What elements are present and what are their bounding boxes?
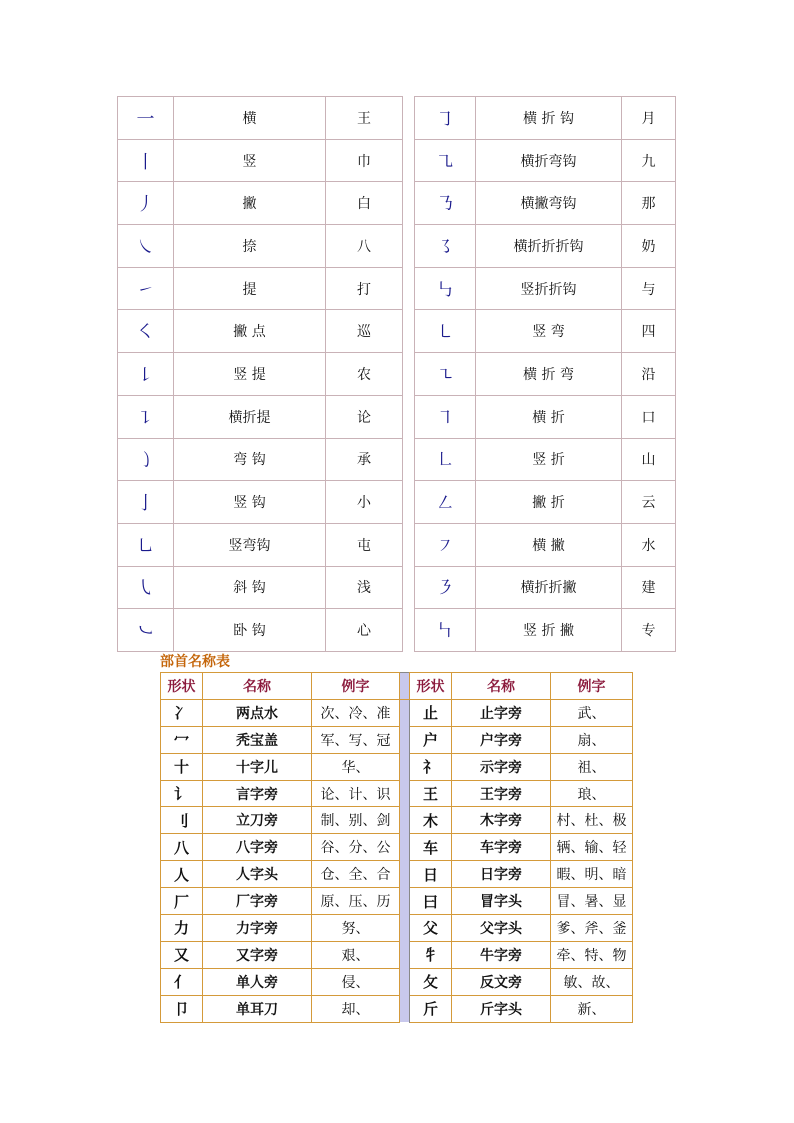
column-gap — [403, 438, 415, 481]
stroke-example: 沿 — [622, 353, 676, 396]
stroke-example: 水 — [622, 523, 676, 566]
stroke-example: 九 — [622, 139, 676, 182]
stroke-example: 心 — [326, 609, 403, 652]
stroke-example: 承 — [326, 438, 403, 481]
stroke-name: 横 折 钩 — [476, 97, 622, 140]
radical-name: 示字旁 — [452, 753, 551, 780]
radical-shape: 止 — [410, 699, 452, 726]
radical-example: 琅、 — [551, 780, 633, 807]
stroke-example: 屯 — [326, 523, 403, 566]
radical-shape: 日 — [410, 861, 452, 888]
radical-row — [161, 968, 633, 995]
radical-example: 华、 — [312, 753, 400, 780]
stroke-name: 横折弯钩 — [476, 139, 622, 182]
column-separator — [400, 995, 410, 1022]
stroke-name: 撇 点 — [174, 310, 326, 353]
stroke-shape: ㇞ — [415, 609, 476, 652]
stroke-shape: ㇍ — [415, 353, 476, 396]
radical-name: 十字儿 — [203, 753, 312, 780]
stroke-row — [118, 139, 676, 182]
stroke-name: 斜 钩 — [174, 566, 326, 609]
column-gap — [403, 566, 415, 609]
radical-row — [161, 915, 633, 942]
stroke-row — [118, 523, 676, 566]
column-gap — [403, 97, 415, 140]
stroke-shape: ㇇ — [415, 523, 476, 566]
radical-row — [161, 780, 633, 807]
radical-shape: 牜 — [410, 941, 452, 968]
stroke-shape: ㇕ — [415, 395, 476, 438]
header-example: 例字 — [551, 673, 633, 700]
stroke-shape: ㇃ — [118, 609, 174, 652]
stroke-name: 竖 提 — [174, 353, 326, 396]
stroke-example: 云 — [622, 481, 676, 524]
radical-shape: 厂 — [161, 888, 203, 915]
stroke-name: 竖 弯 — [476, 310, 622, 353]
stroke-shape: 亅 — [118, 481, 174, 524]
stroke-name: 捺 — [174, 225, 326, 268]
stroke-name: 横折提 — [174, 395, 326, 438]
column-gap — [403, 395, 415, 438]
stroke-shape: ㇡ — [415, 182, 476, 225]
radical-row — [161, 941, 633, 968]
stroke-shape: ㇁ — [118, 438, 174, 481]
stroke-shape: 一 — [118, 97, 174, 140]
column-gap — [403, 139, 415, 182]
column-separator — [400, 673, 410, 700]
stroke-row — [118, 310, 676, 353]
stroke-name: 横 折 弯 — [476, 353, 622, 396]
radical-row — [161, 726, 633, 753]
column-separator — [400, 861, 410, 888]
stroke-shape: ㇆ — [415, 97, 476, 140]
radical-name: 冒字头 — [452, 888, 551, 915]
radical-shape: 曰 — [410, 888, 452, 915]
stroke-example: 那 — [622, 182, 676, 225]
header-name: 名称 — [203, 673, 312, 700]
radicals-title: 部首名称表 — [160, 654, 230, 670]
radical-shape: 亻 — [161, 968, 203, 995]
radical-example: 努、 — [312, 915, 400, 942]
header-shape: 形状 — [410, 673, 452, 700]
stroke-shape: ㇌ — [415, 225, 476, 268]
stroke-example: 山 — [622, 438, 676, 481]
radical-example: 侵、 — [312, 968, 400, 995]
radical-name: 户字旁 — [452, 726, 551, 753]
radical-row — [161, 834, 633, 861]
radical-example: 冒、暑、显 — [551, 888, 633, 915]
stroke-shape: ㇈ — [415, 139, 476, 182]
stroke-name: 卧 钩 — [174, 609, 326, 652]
radical-example: 仓、全、合 — [312, 861, 400, 888]
radical-name: 言字旁 — [203, 780, 312, 807]
stroke-shape: 丨 — [118, 139, 174, 182]
radical-name: 人字头 — [203, 861, 312, 888]
radical-shape: 人 — [161, 861, 203, 888]
stroke-example: 八 — [326, 225, 403, 268]
radical-example: 扇、 — [551, 726, 633, 753]
stroke-example: 巡 — [326, 310, 403, 353]
radical-shape: 力 — [161, 915, 203, 942]
radical-shape: 冫 — [161, 699, 203, 726]
radicals-table — [160, 672, 633, 1023]
radical-name: 车字旁 — [452, 834, 551, 861]
stroke-shape: ㇊ — [118, 395, 174, 438]
radical-example: 暇、明、暗 — [551, 861, 633, 888]
radical-name: 日字旁 — [452, 861, 551, 888]
stroke-name: 横撇弯钩 — [476, 182, 622, 225]
stroke-shape: ㇉ — [415, 267, 476, 310]
stroke-name: 竖弯钩 — [174, 523, 326, 566]
radical-example: 新、 — [551, 995, 633, 1022]
radical-example: 次、冷、准 — [312, 699, 400, 726]
radical-name: 又字旁 — [203, 941, 312, 968]
radical-row — [161, 888, 633, 915]
header-shape: 形状 — [161, 673, 203, 700]
stroke-name: 提 — [174, 267, 326, 310]
radical-name: 止字旁 — [452, 699, 551, 726]
radical-example: 原、压、历 — [312, 888, 400, 915]
column-separator — [400, 807, 410, 834]
header-name: 名称 — [452, 673, 551, 700]
column-separator — [400, 915, 410, 942]
radical-example: 艰、 — [312, 941, 400, 968]
stroke-row — [118, 97, 676, 140]
stroke-name: 横折折折钩 — [476, 225, 622, 268]
radical-shape: 父 — [410, 915, 452, 942]
stroke-shape: 丿 — [118, 182, 174, 225]
stroke-example: 农 — [326, 353, 403, 396]
radical-row — [161, 753, 633, 780]
stroke-example: 四 — [622, 310, 676, 353]
radical-name: 立刀旁 — [203, 807, 312, 834]
column-separator — [400, 699, 410, 726]
radical-shape: 王 — [410, 780, 452, 807]
stroke-name: 撇 折 — [476, 481, 622, 524]
stroke-example: 月 — [622, 97, 676, 140]
stroke-shape: ㇄ — [415, 310, 476, 353]
radical-example: 论、计、识 — [312, 780, 400, 807]
radical-row — [161, 699, 633, 726]
stroke-shape: ㇜ — [415, 481, 476, 524]
radical-shape: 又 — [161, 941, 203, 968]
stroke-row — [118, 609, 676, 652]
radical-example: 牵、特、物 — [551, 941, 633, 968]
radical-example: 爹、斧、釜 — [551, 915, 633, 942]
radicals-header-row — [161, 673, 633, 700]
radical-example: 武、 — [551, 699, 633, 726]
stroke-shape: ㇂ — [118, 566, 174, 609]
column-separator — [400, 780, 410, 807]
radical-shape: 冖 — [161, 726, 203, 753]
radical-example: 辆、输、轻 — [551, 834, 633, 861]
stroke-shape: ㇙ — [118, 353, 174, 396]
radical-shape: 讠 — [161, 780, 203, 807]
radical-name: 单人旁 — [203, 968, 312, 995]
stroke-name: 横 — [174, 97, 326, 140]
column-separator — [400, 753, 410, 780]
radical-name: 牛字旁 — [452, 941, 551, 968]
stroke-example: 白 — [326, 182, 403, 225]
stroke-shape: ㇗ — [415, 438, 476, 481]
column-gap — [403, 481, 415, 524]
strokes-table-body — [118, 97, 676, 652]
stroke-name: 横折折撇 — [476, 566, 622, 609]
stroke-example: 建 — [622, 566, 676, 609]
radical-row — [161, 861, 633, 888]
stroke-example: 论 — [326, 395, 403, 438]
radical-row — [161, 995, 633, 1022]
radical-shape: 十 — [161, 753, 203, 780]
column-gap — [403, 609, 415, 652]
column-separator — [400, 834, 410, 861]
column-separator — [400, 726, 410, 753]
radical-example: 军、写、冠 — [312, 726, 400, 753]
radicals-table-body — [161, 699, 633, 1022]
radical-name: 八字旁 — [203, 834, 312, 861]
stroke-row — [118, 225, 676, 268]
column-separator — [400, 968, 410, 995]
column-gap — [403, 523, 415, 566]
stroke-name: 横 撇 — [476, 523, 622, 566]
radical-name: 父字头 — [452, 915, 551, 942]
column-gap — [403, 182, 415, 225]
radical-name: 厂字旁 — [203, 888, 312, 915]
stroke-example: 奶 — [622, 225, 676, 268]
radical-example: 祖、 — [551, 753, 633, 780]
radical-shape: 刂 — [161, 807, 203, 834]
stroke-shape: ㇀ — [118, 267, 174, 310]
radical-shape: 攵 — [410, 968, 452, 995]
stroke-name: 竖 钩 — [174, 481, 326, 524]
stroke-name: 竖 — [174, 139, 326, 182]
stroke-row — [118, 395, 676, 438]
radical-shape: 木 — [410, 807, 452, 834]
radical-shape: 八 — [161, 834, 203, 861]
radical-name: 反文旁 — [452, 968, 551, 995]
stroke-example: 王 — [326, 97, 403, 140]
stroke-name: 竖 折 — [476, 438, 622, 481]
radical-example: 敏、故、 — [551, 968, 633, 995]
stroke-shape: ㇋ — [415, 566, 476, 609]
stroke-shape: ㇛ — [118, 310, 174, 353]
radical-example: 谷、分、公 — [312, 834, 400, 861]
radical-name: 木字旁 — [452, 807, 551, 834]
radical-shape: 卩 — [161, 995, 203, 1022]
stroke-name: 撇 — [174, 182, 326, 225]
radical-example: 制、别、剑 — [312, 807, 400, 834]
column-gap — [403, 353, 415, 396]
stroke-name: 横 折 — [476, 395, 622, 438]
radical-example: 村、杜、极 — [551, 807, 633, 834]
stroke-row — [118, 481, 676, 524]
column-separator — [400, 888, 410, 915]
stroke-example: 口 — [622, 395, 676, 438]
radical-shape: 户 — [410, 726, 452, 753]
radical-row — [161, 807, 633, 834]
stroke-example: 专 — [622, 609, 676, 652]
stroke-row — [118, 182, 676, 225]
stroke-name: 弯 钩 — [174, 438, 326, 481]
stroke-row — [118, 353, 676, 396]
column-gap — [403, 267, 415, 310]
stroke-shape: ㇟ — [118, 523, 174, 566]
radical-name: 力字旁 — [203, 915, 312, 942]
radical-shape: 斤 — [410, 995, 452, 1022]
column-separator — [400, 941, 410, 968]
stroke-example: 与 — [622, 267, 676, 310]
radical-name: 两点水 — [203, 699, 312, 726]
radical-example: 却、 — [312, 995, 400, 1022]
stroke-example: 巾 — [326, 139, 403, 182]
stroke-example: 打 — [326, 267, 403, 310]
stroke-row — [118, 438, 676, 481]
radical-name: 王字旁 — [452, 780, 551, 807]
stroke-name: 竖 折 撇 — [476, 609, 622, 652]
radical-name: 斤字头 — [452, 995, 551, 1022]
header-example: 例字 — [312, 673, 400, 700]
column-gap — [403, 225, 415, 268]
radical-name: 秃宝盖 — [203, 726, 312, 753]
stroke-row — [118, 267, 676, 310]
stroke-example: 小 — [326, 481, 403, 524]
strokes-table — [117, 96, 676, 652]
stroke-shape: ㇏ — [118, 225, 174, 268]
stroke-example: 浅 — [326, 566, 403, 609]
radical-shape: 礻 — [410, 753, 452, 780]
stroke-row — [118, 566, 676, 609]
radical-shape: 车 — [410, 834, 452, 861]
column-gap — [403, 310, 415, 353]
radical-name: 单耳刀 — [203, 995, 312, 1022]
stroke-name: 竖折折钩 — [476, 267, 622, 310]
